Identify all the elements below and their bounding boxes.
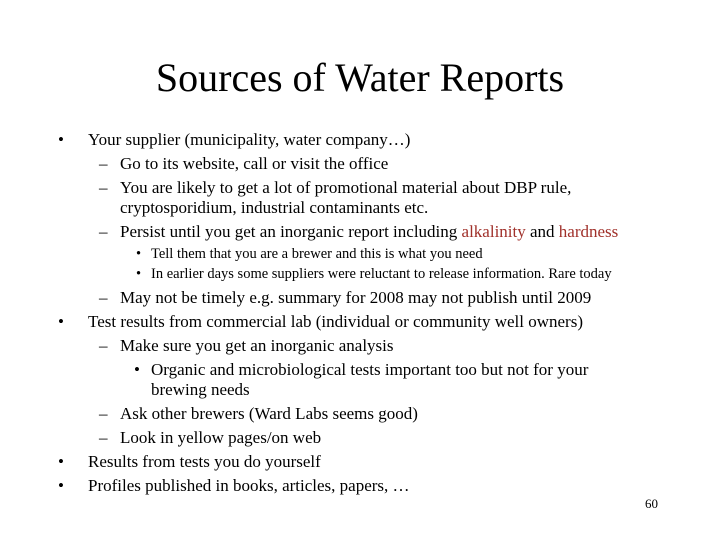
dash-marker: – — [99, 404, 108, 423]
sub-item-persist — [120, 222, 618, 242]
bullet-marker: • — [58, 312, 64, 331]
sub-item-yellow-pages: Look in yellow pages/on web — [120, 428, 322, 447]
sub-sub-item-brewer: Tell them that you are a brewer and this is what you need — [151, 246, 483, 262]
bullet-item-profiles: Profiles published in books, articles, papers, … — [88, 476, 410, 495]
sub-item-promotional: You are likely to get a lot of promotional material about DBP rule, — [120, 178, 572, 197]
sub-item-website: Go to its website, call or visit the office — [120, 154, 389, 173]
page-number: 60 — [645, 496, 658, 511]
dash-marker: – — [99, 178, 108, 197]
sub-item-other-brewers: Ask other brewers (Ward Labs seems good) — [120, 404, 418, 423]
highlight-hardness: hardness — [558, 222, 619, 241]
slide-title: Sources of Water Reports — [155, 55, 565, 100]
bullet-item-supplier: Your supplier (municipality, water company…) — [88, 130, 411, 149]
bullet-marker: • — [58, 476, 64, 495]
persist-text-b: and — [525, 222, 559, 241]
dash-marker: – — [99, 428, 108, 447]
bullet-marker: • — [58, 130, 64, 149]
sub-sub-item-earlier-days: In earlier days some suppliers were reluctant to release information. Rare today — [151, 266, 612, 282]
sub-item-promotional-cont: cryptosporidium, industrial contaminants etc. — [120, 198, 429, 217]
sub-item-timely: May not be timely e.g. summary for 2008 may not publish until 2009 — [120, 288, 592, 307]
highlight-alkalinity: alkalinity — [461, 222, 526, 241]
dash-marker: – — [99, 336, 108, 355]
bullet-marker: • — [58, 452, 64, 471]
bullet-item-test-results: Test results from commercial lab (individual or community well owners) — [88, 312, 583, 331]
persist-text-a: Persist until you get an inorganic report including — [120, 222, 462, 241]
dash-marker: – — [99, 222, 108, 241]
bullet-item-own-tests: Results from tests you do yourself — [88, 452, 321, 471]
dash-marker: – — [99, 288, 108, 307]
bullet-marker: • — [136, 246, 142, 262]
dash-marker: – — [99, 154, 108, 173]
bullet-marker: • — [134, 360, 140, 379]
sub-item-inorganic: Make sure you get an inorganic analysis — [120, 336, 394, 355]
bullet-marker: • — [136, 266, 142, 282]
sub-sub-item-organic-cont: brewing needs — [151, 380, 250, 399]
sub-sub-item-organic: Organic and microbiological tests important too but not for your — [151, 360, 589, 379]
